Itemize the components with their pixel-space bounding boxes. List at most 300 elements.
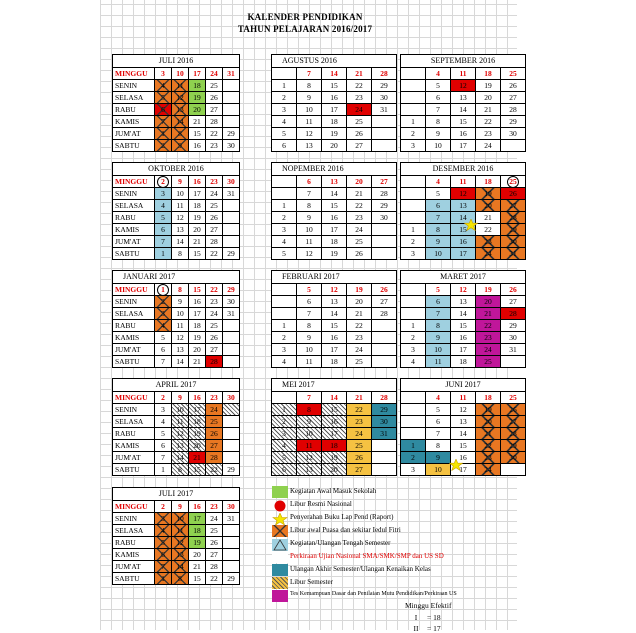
legend-item (272, 486, 572, 499)
date-cell: 18 (189, 200, 206, 212)
date-cell: 22 (206, 464, 223, 476)
calendar-10 (112, 378, 240, 476)
date-cell: 27 (206, 104, 223, 116)
sunday-date: 8 (172, 284, 189, 296)
sunday-date: 4 (426, 68, 451, 80)
date-cell: 17 (189, 188, 206, 200)
sunday-date: 17 (189, 68, 206, 80)
date-cell: 13 (172, 104, 189, 116)
date-cell: 8 (172, 573, 189, 585)
date-cell (272, 296, 297, 308)
date-cell (372, 452, 397, 464)
date-cell: 25 (476, 356, 501, 368)
date-cell: 30 (223, 140, 240, 152)
date-cell: 21 (347, 188, 372, 200)
date-cell: 14 (172, 116, 189, 128)
sunday-date (501, 176, 526, 188)
date-cell: 7 (155, 116, 172, 128)
date-cell: 25 (347, 116, 372, 128)
date-cell: 8 (172, 128, 189, 140)
date-cell: 28 (372, 308, 397, 320)
date-cell: 8 (297, 200, 322, 212)
calendar-table (112, 391, 240, 476)
date-cell: 30 (501, 452, 526, 464)
date-cell: 20 (347, 296, 372, 308)
date-cell: 25 (206, 416, 223, 428)
date-cell: 6 (272, 464, 297, 476)
date-cell: 12 (451, 80, 476, 92)
minggu-efektif-value-2: = 17 (427, 624, 441, 633)
date-cell: 4 (272, 440, 297, 452)
date-cell: 22 (476, 116, 501, 128)
calendar-table (271, 175, 397, 260)
date-cell: 28 (501, 104, 526, 116)
date-cell: 3 (155, 188, 172, 200)
date-cell: 1 (272, 80, 297, 92)
date-cell: 21 (476, 308, 501, 320)
date-cell: 3 (401, 464, 426, 476)
date-cell: 14 (451, 212, 476, 224)
weekday-label: SENIN (113, 188, 155, 200)
date-cell: 27 (501, 296, 526, 308)
date-cell (501, 140, 526, 152)
sunday-date: 18 (476, 176, 501, 188)
date-cell: 4 (272, 356, 297, 368)
sunday-date: 2 (155, 392, 172, 404)
date-cell (372, 236, 397, 248)
date-cell: 16 (451, 236, 476, 248)
sunday-date: 9 (172, 176, 189, 188)
weekday-label: KAMIS (113, 116, 155, 128)
legend-label: Tes Kemampuan Dasar dan Penilaian Mutu Pendidikan/Perkiraan US (290, 591, 457, 597)
date-cell: 9 (426, 332, 451, 344)
date-cell: 15 (451, 224, 476, 236)
sunday-date: 11 (451, 68, 476, 80)
date-cell: 22 (347, 320, 372, 332)
date-cell (223, 320, 240, 332)
date-cell: 6 (155, 440, 172, 452)
date-cell: 29 (501, 440, 526, 452)
date-cell (401, 212, 426, 224)
green-swatch (272, 486, 288, 498)
date-cell: 30 (223, 296, 240, 308)
date-cell: 7 (155, 236, 172, 248)
date-cell: 13 (451, 200, 476, 212)
date-cell: 15 (189, 248, 206, 260)
date-cell: 21 (476, 104, 501, 116)
date-cell: 19 (189, 92, 206, 104)
date-cell: 24 (476, 344, 501, 356)
sunday-date: 4 (426, 392, 451, 404)
date-cell: 6 (155, 224, 172, 236)
date-cell: 14 (451, 308, 476, 320)
weekday-label: KAMIS (113, 332, 155, 344)
sunday-date: 22 (206, 284, 223, 296)
sunday-date: 28 (372, 392, 397, 404)
date-cell: 12 (172, 537, 189, 549)
date-cell: 26 (347, 248, 372, 260)
magenta-swatch (272, 590, 288, 602)
date-cell: 14 (172, 561, 189, 573)
date-cell: 2 (155, 140, 172, 152)
date-cell: 10 (297, 224, 322, 236)
date-cell: 8 (426, 320, 451, 332)
date-cell: 17 (322, 224, 347, 236)
date-cell: 5 (272, 128, 297, 140)
date-cell: 3 (272, 428, 297, 440)
sunday-date: 2 (155, 501, 172, 513)
date-cell: 25 (347, 440, 372, 452)
date-cell: 26 (501, 188, 526, 200)
date-cell: 22 (476, 440, 501, 452)
date-cell: 15 (451, 116, 476, 128)
date-cell (372, 224, 397, 236)
date-cell: 31 (223, 308, 240, 320)
calendar-12 (400, 378, 526, 476)
date-cell: 20 (189, 104, 206, 116)
date-cell: 19 (189, 428, 206, 440)
date-cell: 10 (426, 140, 451, 152)
date-cell: 9 (426, 236, 451, 248)
date-cell: 30 (501, 236, 526, 248)
weekday-label: SELASA (113, 308, 155, 320)
sunday-date: 11 (451, 176, 476, 188)
date-cell (401, 416, 426, 428)
sunday-date: 21 (347, 392, 372, 404)
date-cell: 23 (347, 92, 372, 104)
date-cell (372, 332, 397, 344)
date-cell: 25 (206, 200, 223, 212)
date-cell (223, 452, 240, 464)
date-cell: 28 (501, 212, 526, 224)
date-cell: 24 (206, 188, 223, 200)
date-cell (223, 561, 240, 573)
legend-label: Kegiatan Awal Masuk Sekolah (290, 487, 377, 495)
date-cell (372, 440, 397, 452)
date-cell: 4 (272, 236, 297, 248)
date-cell: 4 (401, 356, 426, 368)
date-cell: 22 (347, 200, 372, 212)
date-cell: 5 (155, 212, 172, 224)
date-cell: 6 (155, 344, 172, 356)
legend-item (272, 538, 572, 551)
date-cell: 29 (372, 80, 397, 92)
date-cell: 19 (189, 332, 206, 344)
calendar-7 (112, 270, 240, 368)
date-cell: 21 (189, 452, 206, 464)
date-cell: 7 (297, 188, 322, 200)
date-cell: 25 (347, 236, 372, 248)
sunday-date: 6 (297, 176, 322, 188)
date-cell: 14 (172, 356, 189, 368)
date-cell: 21 (189, 356, 206, 368)
date-cell: 27 (501, 200, 526, 212)
date-cell: 6 (426, 296, 451, 308)
date-cell: 28 (206, 116, 223, 128)
date-cell: 29 (501, 116, 526, 128)
calendar-table (112, 500, 240, 585)
date-cell: 17 (451, 344, 476, 356)
date-cell: 15 (322, 404, 347, 416)
date-cell: 2 (401, 128, 426, 140)
calendar-9 (400, 270, 526, 368)
month-header: FEBRUARI 2017 (271, 270, 397, 283)
date-cell: 19 (322, 128, 347, 140)
calendar-table (400, 175, 526, 260)
date-cell: 10 (172, 308, 189, 320)
date-cell (401, 404, 426, 416)
date-cell (372, 344, 397, 356)
sunday-date: 10 (172, 68, 189, 80)
weekday-label: SABTU (113, 573, 155, 585)
date-cell: 20 (476, 200, 501, 212)
date-cell: 22 (476, 320, 501, 332)
date-cell: 2 (272, 212, 297, 224)
date-cell: 11 (172, 416, 189, 428)
weekday-label: RABU (113, 212, 155, 224)
date-cell: 7 (155, 452, 172, 464)
legend-item (272, 512, 572, 525)
date-cell: 13 (451, 416, 476, 428)
date-cell: 5 (272, 452, 297, 464)
sunday-date: 16 (189, 501, 206, 513)
minggu-efektif-title: Minggu Efektif (405, 601, 452, 610)
date-cell: 5 (155, 92, 172, 104)
date-cell: 19 (476, 80, 501, 92)
date-cell (223, 80, 240, 92)
date-cell (272, 308, 297, 320)
date-cell: 15 (189, 573, 206, 585)
date-cell: 8 (297, 320, 322, 332)
triangle-icon (272, 538, 288, 550)
date-cell: 10 (426, 344, 451, 356)
holiday-circle: 2 (157, 176, 169, 188)
date-cell: 22 (206, 573, 223, 585)
date-cell: 5 (155, 428, 172, 440)
date-cell: 19 (189, 537, 206, 549)
date-cell (223, 549, 240, 561)
date-cell: 10 (426, 248, 451, 260)
date-cell: 24 (347, 224, 372, 236)
sunday-date (155, 176, 172, 188)
legend-label: Penyerahan Buku Lap Pend (Raport) (290, 513, 394, 521)
sunday-date: 11 (451, 392, 476, 404)
exam-swatch (272, 551, 288, 563)
calendar-2 (271, 54, 397, 152)
date-cell: 6 (155, 549, 172, 561)
date-cell: 24 (206, 404, 223, 416)
calendar-table (400, 67, 526, 152)
date-cell: 30 (372, 212, 397, 224)
weekday-label: JUM'AT (113, 128, 155, 140)
date-cell: 29 (372, 404, 397, 416)
sunday-date: 15 (189, 284, 206, 296)
date-cell: 18 (322, 356, 347, 368)
date-cell: 18 (189, 525, 206, 537)
sunday-date: 12 (322, 284, 347, 296)
date-cell: 17 (451, 140, 476, 152)
date-cell: 15 (189, 128, 206, 140)
date-cell (223, 440, 240, 452)
red-circle-icon (272, 499, 288, 511)
date-cell: 10 (172, 404, 189, 416)
weekday-label: RABU (113, 104, 155, 116)
date-cell: 5 (426, 404, 451, 416)
calendar-8 (271, 270, 397, 368)
calendar-table (400, 391, 526, 476)
weekday-label: SELASA (113, 416, 155, 428)
date-cell: 4 (155, 320, 172, 332)
weekday-label: SABTU (113, 140, 155, 152)
date-cell: 3 (401, 248, 426, 260)
legend-item (272, 551, 572, 564)
date-cell: 22 (206, 248, 223, 260)
date-cell: 19 (476, 404, 501, 416)
date-cell: 23 (476, 332, 501, 344)
date-cell: 21 (476, 428, 501, 440)
weekday-label: SELASA (113, 200, 155, 212)
minggu-efektif-label-1: I (414, 613, 418, 622)
weekday-label: SELASA (113, 525, 155, 537)
date-cell: 11 (172, 525, 189, 537)
month-header: OKTOBER 2016 (112, 162, 240, 175)
sunday-date: 29 (223, 284, 240, 296)
date-cell (372, 116, 397, 128)
date-cell: 10 (426, 464, 451, 476)
weekday-label: MINGGU (113, 176, 155, 188)
date-cell: 18 (322, 440, 347, 452)
sunday-date: 21 (347, 68, 372, 80)
date-cell: 30 (372, 92, 397, 104)
sunday-date (272, 284, 297, 296)
date-cell: 25 (206, 525, 223, 537)
date-cell: 22 (347, 80, 372, 92)
date-cell: 25 (206, 320, 223, 332)
date-cell: 18 (322, 116, 347, 128)
calendar-table (112, 67, 240, 152)
weekday-label: SENIN (113, 404, 155, 416)
date-cell: 1 (155, 248, 172, 260)
holiday-circle: 1 (157, 284, 169, 296)
month-header: AGUSTUS 2016 (271, 54, 397, 67)
date-cell: 24 (206, 308, 223, 320)
date-cell: 1 (401, 440, 426, 452)
month-header: JULI 2016 (112, 54, 240, 67)
date-cell: 24 (476, 140, 501, 152)
date-cell: 9 (297, 92, 322, 104)
date-cell: 24 (347, 428, 372, 440)
date-cell: 17 (451, 464, 476, 476)
sunday-date: 14 (322, 392, 347, 404)
date-cell: 3 (155, 404, 172, 416)
weekday-label: KAMIS (113, 224, 155, 236)
date-cell: 29 (223, 573, 240, 585)
date-cell: 15 (322, 320, 347, 332)
sunday-date: 9 (172, 501, 189, 513)
date-cell: 15 (322, 80, 347, 92)
weekday-label: JUM'AT (113, 452, 155, 464)
weekday-label: SENIN (113, 513, 155, 525)
date-cell: 31 (372, 428, 397, 440)
month-header: NOPEMBER 2016 (271, 162, 397, 175)
date-cell: 28 (206, 236, 223, 248)
date-cell: 20 (189, 440, 206, 452)
sunday-date: 24 (206, 68, 223, 80)
date-cell: 23 (476, 236, 501, 248)
date-cell (223, 537, 240, 549)
date-cell: 4 (155, 525, 172, 537)
date-cell: 17 (189, 513, 206, 525)
date-cell: 9 (297, 416, 322, 428)
date-cell: 17 (322, 104, 347, 116)
date-cell: 11 (426, 356, 451, 368)
date-cell: 27 (206, 440, 223, 452)
sunday-date: 30 (223, 501, 240, 513)
date-cell: 29 (223, 128, 240, 140)
weekday-label: RABU (113, 537, 155, 549)
date-cell: 16 (189, 296, 206, 308)
date-cell: 5 (155, 332, 172, 344)
sunday-date: 5 (297, 284, 322, 296)
legend-label: Ulangan Akhir Semester/Ulangan Kenaikan Kelas (290, 565, 431, 573)
date-cell (223, 116, 240, 128)
date-cell: 1 (401, 224, 426, 236)
sunday-date: 7 (297, 68, 322, 80)
date-cell: 22 (347, 404, 372, 416)
date-cell: 10 (172, 513, 189, 525)
date-cell: 7 (155, 561, 172, 573)
legend-item (272, 525, 572, 538)
sunday-date (401, 176, 426, 188)
date-cell: 7 (426, 308, 451, 320)
date-cell: 3 (401, 344, 426, 356)
date-cell: 7 (426, 212, 451, 224)
calendar-table (400, 283, 526, 368)
date-cell (372, 128, 397, 140)
weekday-label: SABTU (113, 464, 155, 476)
legend-label: Perkiraan Ujian Nasional SMA/SMK/SMP dan US SD (290, 552, 444, 560)
date-cell: 27 (347, 140, 372, 152)
date-cell: 24 (347, 104, 372, 116)
date-cell: 12 (297, 128, 322, 140)
date-cell: 1 (272, 404, 297, 416)
date-cell: 12 (172, 212, 189, 224)
date-cell (501, 356, 526, 368)
date-cell: 17 (322, 344, 347, 356)
weekday-label: MINGGU (113, 68, 155, 80)
legend-item (272, 564, 572, 577)
date-cell (401, 296, 426, 308)
date-cell: 26 (206, 92, 223, 104)
date-cell: 6 (426, 92, 451, 104)
sunday-date: 23 (206, 501, 223, 513)
date-cell: 29 (501, 320, 526, 332)
date-cell: 24 (476, 248, 501, 260)
date-cell: 3 (272, 104, 297, 116)
legend-label: Libur Resmi Nasional (290, 500, 352, 508)
sunday-date (401, 284, 426, 296)
sunday-date: 14 (322, 68, 347, 80)
date-cell (223, 92, 240, 104)
month-header: MARET 2017 (400, 270, 526, 283)
date-cell: 1 (401, 320, 426, 332)
sunday-date: 27 (372, 176, 397, 188)
date-cell: 28 (372, 188, 397, 200)
date-cell: 10 (297, 104, 322, 116)
minggu-efektif-row-2 (405, 624, 451, 633)
date-cell: 11 (172, 80, 189, 92)
date-cell: 31 (501, 344, 526, 356)
